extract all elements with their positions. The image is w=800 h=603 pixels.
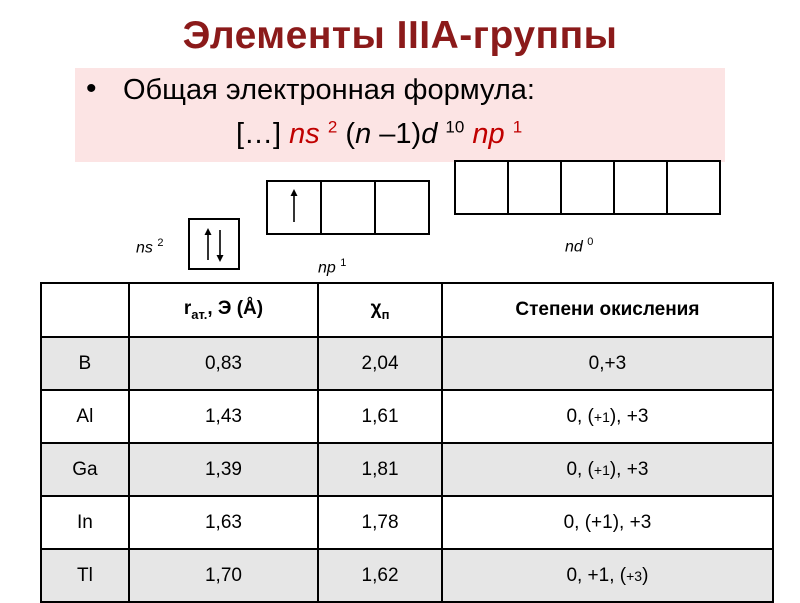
cell-radius: 1,43 [129,390,318,443]
cell-chi: 1,61 [318,390,442,443]
table-header-row [41,283,773,337]
table-row [41,443,773,496]
cell-oxidation [442,496,773,549]
cell-oxidation [442,390,773,443]
ox-part-a: 0, ( [566,405,594,427]
formula-mid: –1) [371,118,422,150]
header-r-main: r [183,298,192,320]
header-chi-sub: п [381,306,390,322]
p-orbital-label [318,257,346,277]
formula-np: np [472,118,505,150]
formula-n: n [355,118,372,150]
cell-element: Ga [41,443,129,496]
cell-radius: 0,83 [129,337,318,390]
cell-oxidation [442,443,773,496]
table-row [41,390,773,443]
cell-radius: 1,70 [129,549,318,602]
cell-oxidation [442,549,773,602]
cell-chi: 1,62 [318,549,442,602]
ox-part-c: ), +3 [609,458,649,480]
up-arrow-icon [268,182,320,233]
s-label-sup: 2 [157,237,164,249]
properties-table [40,282,774,603]
p-orbital-cell-3 [374,180,430,235]
ox-part-c: ), +3 [609,405,649,427]
cell-element: In [41,496,129,549]
bullet: • [86,72,97,105]
electron-formula [236,118,522,151]
ox-part-a: 0, +1, ( [566,564,627,586]
header-r-sub: ат. [191,306,208,322]
p-label-text: np [318,259,336,277]
cell-radius: 1,63 [129,496,318,549]
cell-chi: 1,81 [318,443,442,496]
ox-part-a: 0,+3 [588,352,627,374]
formula-mid-open: ( [337,118,356,150]
p-label-sup: 1 [340,257,347,269]
d-label-text: nd [565,238,583,256]
formula-ns: ns [289,118,320,150]
header-oxidation: Степени окисления [442,283,773,337]
formula-d: d [421,118,438,150]
d-orbital-label [565,236,593,256]
table-row [41,496,773,549]
d-orbital-cell-4 [613,160,668,215]
cell-element: B [41,337,129,390]
s-label-text: ns [136,239,153,257]
formula-prefix: […] [236,118,290,150]
d-label-sup: 0 [587,236,594,248]
header-chi-main: χ [370,298,382,320]
s-orbital [188,218,240,270]
p-orbital-cell-2 [320,180,376,235]
p-orbital-cell-1 [266,180,322,235]
table-row [41,549,773,602]
page-title: Элементы IIIA-группы [182,14,618,57]
p-orbital [266,180,430,235]
s-orbital-label [136,237,163,257]
d-orbital-cell-1 [454,160,509,215]
table-row [41,337,773,390]
cell-radius: 1,39 [129,443,318,496]
d-orbital-cell-3 [560,160,615,215]
ox-part-b: +1 [593,408,610,425]
ox-part-b: +1 [593,461,610,478]
cell-oxidation [442,337,773,390]
header-radius [129,283,318,337]
d-orbital-cell-2 [507,160,562,215]
header-r-rest: , Э (Å) [207,298,264,320]
cell-element: Al [41,390,129,443]
ox-part-a: 0, (+1), +3 [563,511,652,533]
formula-label: Общая электронная формула: [123,74,535,106]
d-orbital-cell-5 [666,160,721,215]
paired-arrows-icon [190,220,238,268]
formula-d-sup: 10 [445,117,465,137]
header-electronegativity [318,283,442,337]
s-orbital-cell [188,218,240,270]
ox-part-c: ) [642,564,649,586]
d-orbital [454,160,721,215]
formula-np-sup: 1 [512,117,523,137]
cell-chi: 2,04 [318,337,442,390]
cell-element: Tl [41,549,129,602]
ox-part-b: +3 [626,567,643,584]
header-empty [41,283,129,337]
ox-part-a: 0, ( [566,458,594,480]
cell-chi: 1,78 [318,496,442,549]
formula-ns-sup: 2 [327,117,338,137]
